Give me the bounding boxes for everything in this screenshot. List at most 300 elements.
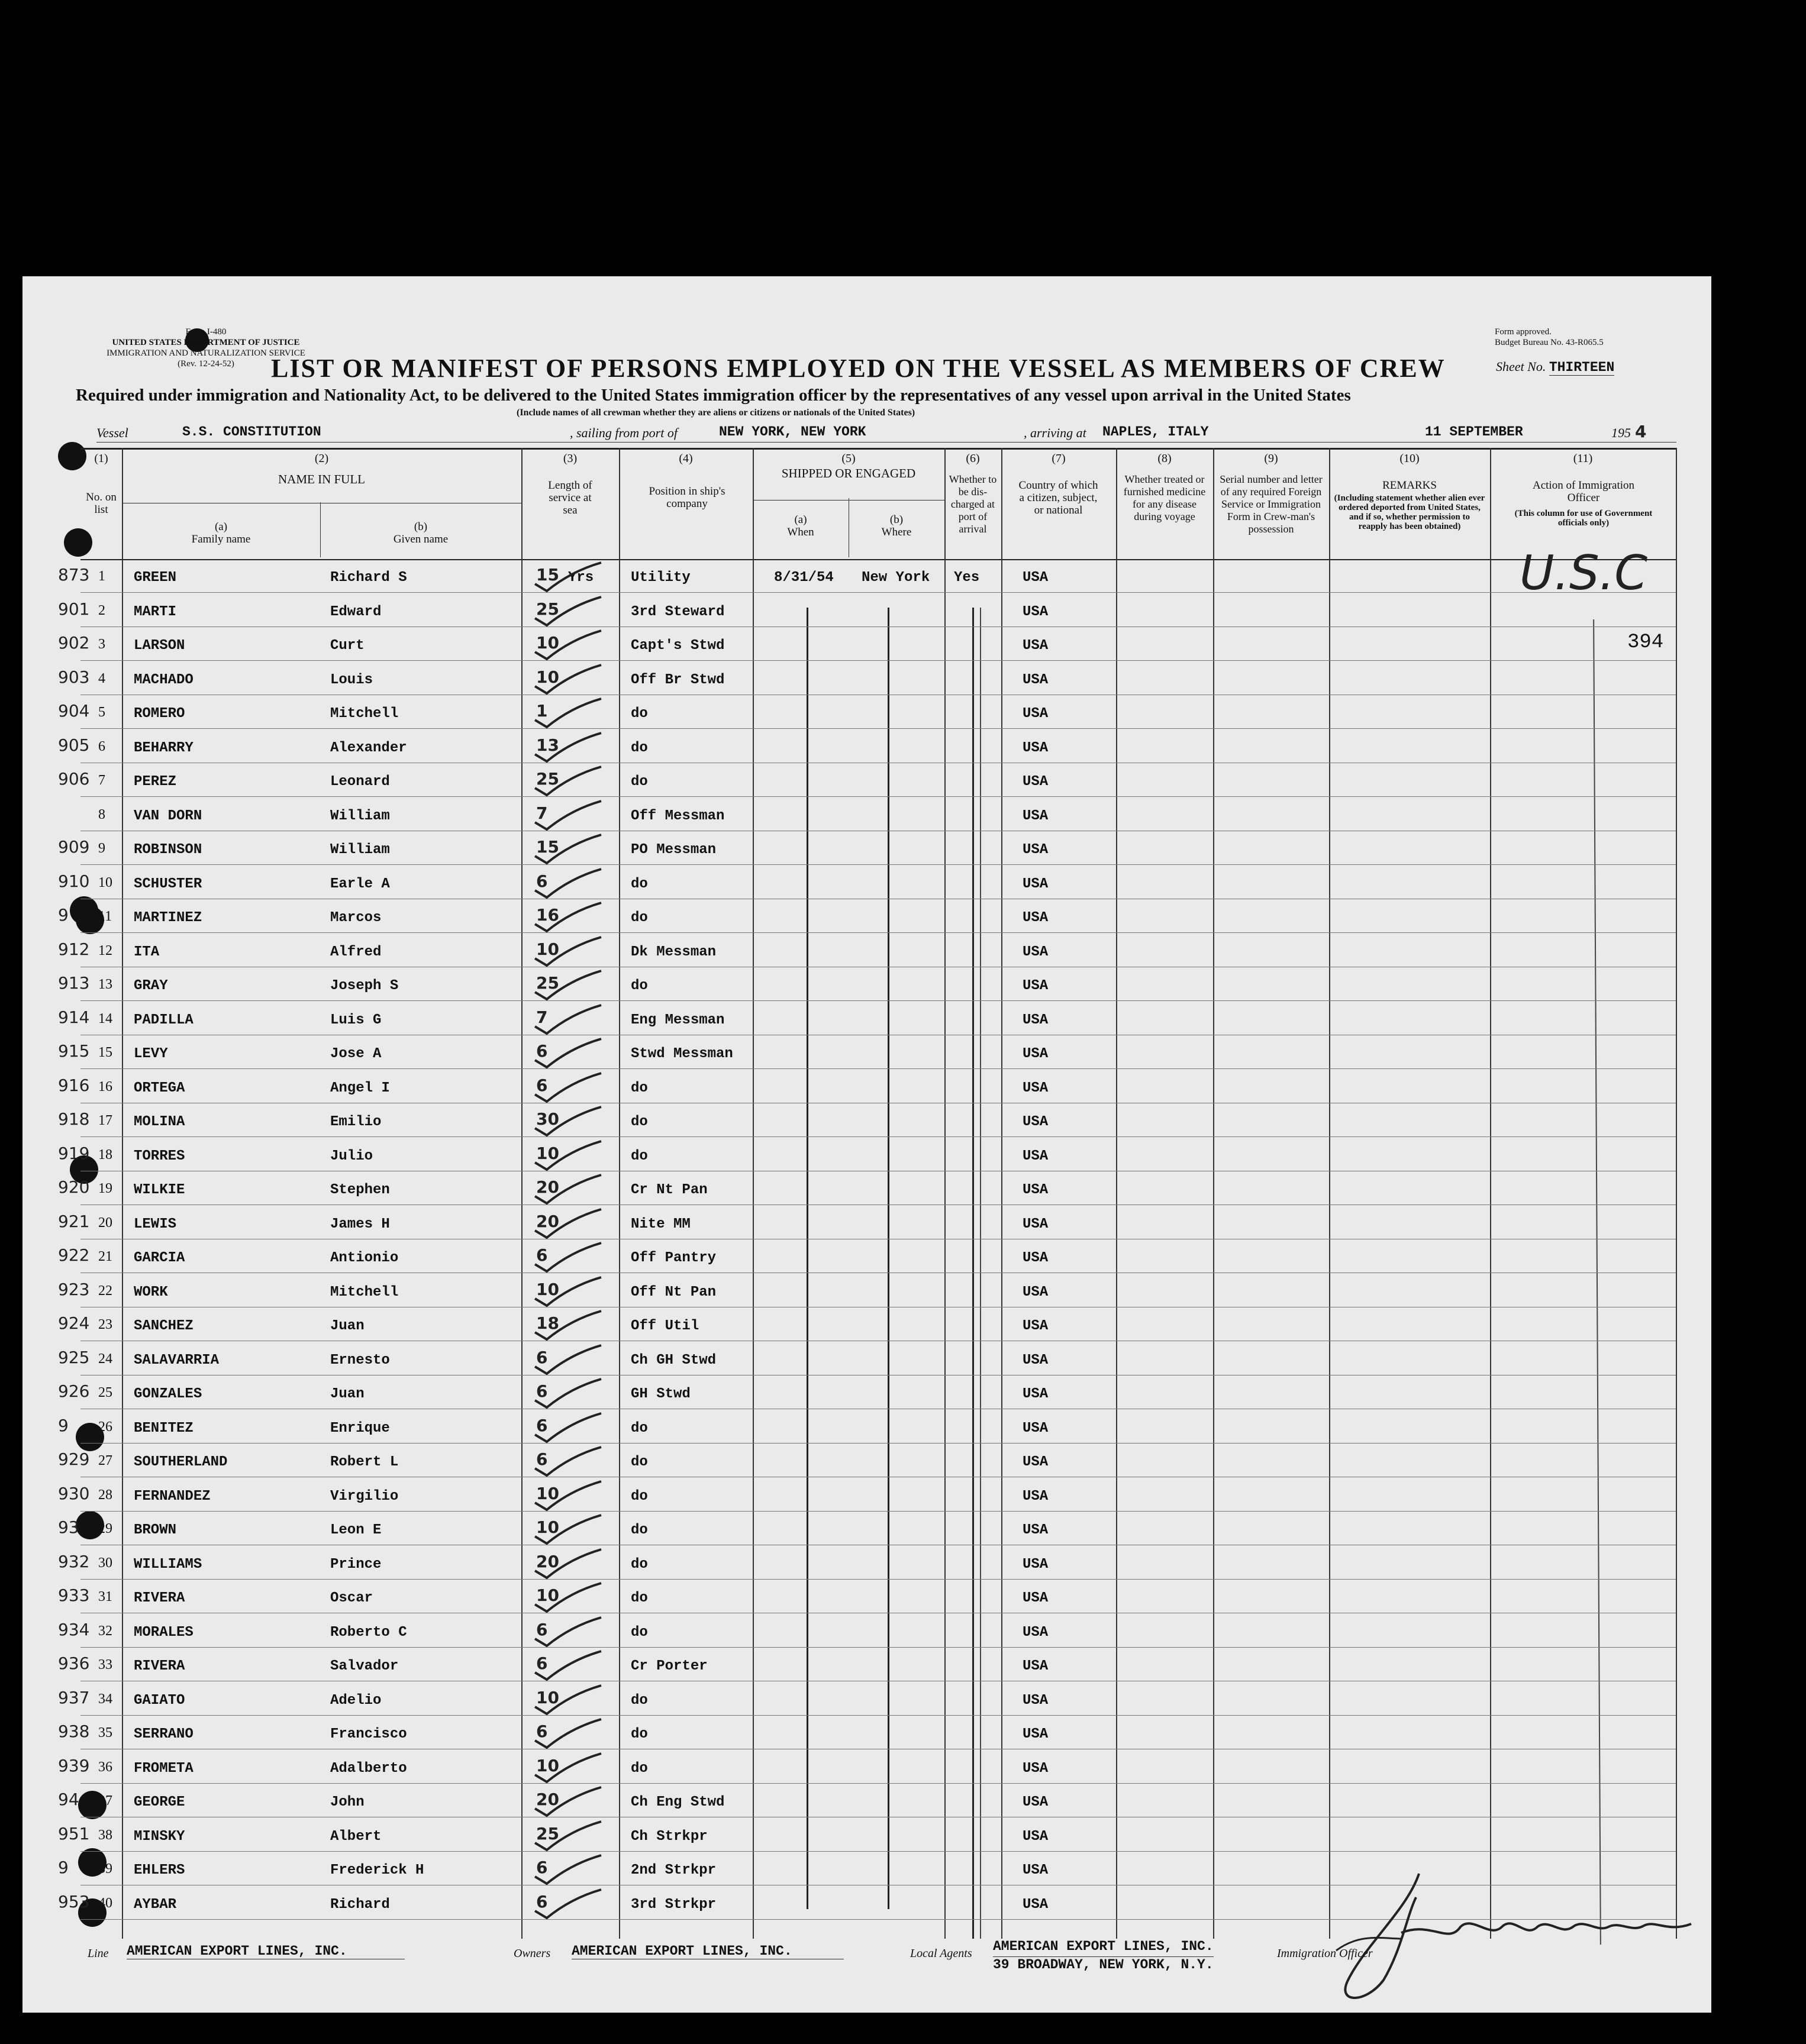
crew-ref-number: 9 xyxy=(58,1858,69,1877)
given-name: Emilio xyxy=(330,1114,382,1130)
position: Cr Porter xyxy=(631,1658,708,1674)
service-length: 10 xyxy=(536,1280,559,1299)
family-name: ITA xyxy=(134,944,160,960)
table-row xyxy=(80,1715,1676,1716)
col-length: Length of service at sea xyxy=(548,479,592,516)
crew-ref-number: 922 xyxy=(58,1245,90,1265)
given-name: Francisco xyxy=(330,1726,407,1742)
service-length: 25 xyxy=(536,1824,559,1843)
given-name: Prince xyxy=(330,1557,382,1572)
check-mark xyxy=(530,1173,607,1208)
service-name: IMMIGRATION AND NATURALIZATION SERVICE xyxy=(107,348,305,358)
crew-ref-number: 920 xyxy=(58,1177,90,1197)
family-name: LEWIS xyxy=(134,1216,177,1232)
service-length: 10 xyxy=(536,939,559,959)
country: USA xyxy=(1023,1318,1049,1334)
row-number: 24 xyxy=(98,1351,112,1367)
country: USA xyxy=(1023,1046,1049,1062)
row-count: 394 xyxy=(1627,631,1664,654)
family-name: EHLERS xyxy=(134,1862,185,1878)
check-mark xyxy=(530,1411,607,1446)
line-label: Line xyxy=(88,1947,109,1960)
row-number: 40 xyxy=(98,1896,112,1911)
row-number: 39 xyxy=(98,1861,112,1877)
service-length: 15 xyxy=(536,565,559,585)
position: Utility xyxy=(631,570,691,586)
position: do xyxy=(631,774,648,790)
service-length: 20 xyxy=(536,1177,559,1197)
position: Off Messman xyxy=(631,808,725,824)
col-position: Position in ship's company xyxy=(649,485,725,510)
col-9-number: (9) xyxy=(1264,452,1278,465)
crew-ref-number: 938 xyxy=(58,1722,90,1741)
family-name: WILLIAMS xyxy=(134,1557,202,1572)
crew-ref-number: 939 xyxy=(58,1756,90,1775)
departure-port: NEW YORK, NEW YORK xyxy=(719,424,866,440)
row-number: 22 xyxy=(98,1283,112,1299)
country: USA xyxy=(1023,774,1049,790)
family-name: SANCHEZ xyxy=(134,1318,194,1334)
service-length: 6 xyxy=(536,1892,548,1911)
row-number: 18 xyxy=(98,1147,112,1163)
col-7-number: (7) xyxy=(1052,452,1066,465)
family-name: MORALES xyxy=(134,1625,194,1641)
crew-ref-number: 912 xyxy=(58,939,90,959)
given-name: Marcos xyxy=(330,910,382,926)
col-given-name xyxy=(320,521,521,545)
position: PO Messman xyxy=(631,842,717,858)
check-mark xyxy=(530,900,607,936)
row-number: 14 xyxy=(98,1011,112,1026)
country: USA xyxy=(1023,1250,1049,1266)
row-number: 35 xyxy=(98,1725,112,1741)
check-mark xyxy=(530,799,607,834)
service-length: 6 xyxy=(536,1041,548,1061)
country: USA xyxy=(1023,570,1049,586)
shipped-where: New York xyxy=(862,570,930,586)
position: Off Util xyxy=(631,1318,699,1334)
given-name: James H xyxy=(330,1216,390,1232)
country: USA xyxy=(1023,1454,1049,1470)
table-row xyxy=(80,1851,1676,1852)
col-discharged: Whether to be dis-charged at port of arrival xyxy=(949,473,997,535)
service-length: 15 xyxy=(536,837,559,857)
check-mark xyxy=(530,968,607,1004)
country: USA xyxy=(1023,1148,1049,1164)
country: USA xyxy=(1023,1420,1049,1436)
check-mark xyxy=(530,628,607,664)
service-length: 6 xyxy=(536,1620,548,1639)
ditto-line xyxy=(1593,619,1601,1945)
row-number: 38 xyxy=(98,1827,112,1843)
family-name: VAN DORN xyxy=(134,808,202,824)
row-number: 32 xyxy=(98,1623,112,1639)
family-name: MARTI xyxy=(134,604,177,620)
check-mark xyxy=(530,1581,607,1616)
check-mark xyxy=(530,1649,607,1684)
given-name: Mitchell xyxy=(330,1284,399,1300)
family-name: PADILLA xyxy=(134,1012,194,1028)
country: USA xyxy=(1023,1590,1049,1606)
family-name: WILKIE xyxy=(134,1182,185,1198)
col-10-number: (10) xyxy=(1399,452,1420,465)
given-name: Salvador xyxy=(330,1658,399,1674)
col-no-on-list: No. on list xyxy=(86,491,117,516)
given-name: Angel I xyxy=(330,1080,390,1096)
service-length: 10 xyxy=(536,1144,559,1163)
country: USA xyxy=(1023,1658,1049,1674)
table-row xyxy=(80,864,1676,865)
given-name: Edward xyxy=(330,604,382,620)
row-number: 27 xyxy=(98,1453,112,1468)
col-divider xyxy=(320,502,321,557)
crew-ref-number: 921 xyxy=(58,1212,90,1231)
given-name: Oscar xyxy=(330,1590,373,1606)
service-length: 6 xyxy=(536,871,548,891)
given-name: Albert xyxy=(330,1829,382,1845)
given-name: Adalberto xyxy=(330,1761,407,1777)
check-mark xyxy=(530,1717,607,1752)
form-note: (Include names of all crewman whether they are aliens or citizens or nationals of the United States) xyxy=(517,408,915,418)
agents-value: AMERICAN EXPORT LINES, INC. xyxy=(993,1939,1214,1954)
service-length: 20 xyxy=(536,1552,559,1571)
sailing-label: , sailing from port of xyxy=(570,425,678,440)
position: do xyxy=(631,978,648,994)
owners-label: Owners xyxy=(514,1947,551,1960)
check-mark xyxy=(530,764,607,800)
position: do xyxy=(631,1420,648,1436)
check-mark xyxy=(530,1819,607,1855)
table-row xyxy=(80,1511,1676,1512)
service-length: 10 xyxy=(536,1484,559,1503)
crew-ref-number: 924 xyxy=(58,1313,90,1333)
line-value: AMERICAN EXPORT LINES, INC. xyxy=(127,1943,405,1959)
table-row xyxy=(80,1783,1676,1784)
row-number: 33 xyxy=(98,1657,112,1672)
position: Stwd Messman xyxy=(631,1046,733,1062)
service-length: 10 xyxy=(536,1688,559,1707)
given-name: Joseph S xyxy=(330,978,399,994)
service-length: 10 xyxy=(536,1586,559,1605)
row-number: 8 xyxy=(98,807,105,822)
given-name: Richard S xyxy=(330,570,407,586)
family-name: BENITEZ xyxy=(134,1420,194,1436)
ditto-line xyxy=(972,608,974,1939)
col-name-in-full: NAME IN FULL xyxy=(278,472,365,486)
position: 3rd Strkpr xyxy=(631,1897,717,1913)
check-mark xyxy=(530,1751,607,1787)
action-stamp: U.S.C xyxy=(1520,545,1648,600)
given-name: Curt xyxy=(330,638,365,654)
crew-ref-number: 902 xyxy=(58,633,90,653)
col-3-number: (3) xyxy=(563,452,578,465)
when-label: When xyxy=(787,526,814,538)
officer-label: Immigration Officer xyxy=(1277,1947,1373,1960)
row-number: 12 xyxy=(98,943,112,958)
ditto-line xyxy=(807,608,808,1909)
service-length: 7 xyxy=(536,803,548,823)
country: USA xyxy=(1023,978,1049,994)
col-shipped: SHIPPED OR ENGAGED xyxy=(781,466,916,480)
service-length: 16 xyxy=(536,905,559,925)
position: do xyxy=(631,1080,648,1096)
row-number: 1 xyxy=(98,569,105,584)
service-length: 6 xyxy=(536,1858,548,1877)
given-name: Earle A xyxy=(330,876,390,892)
given-name: Leonard xyxy=(330,774,390,790)
check-mark xyxy=(530,1105,607,1140)
crew-ref-number: 9 xyxy=(58,905,69,925)
check-mark xyxy=(530,1071,607,1106)
arrival-port: NAPLES, ITALY xyxy=(1102,424,1209,440)
row-number: 6 xyxy=(98,739,105,754)
crew-ref-number: 914 xyxy=(58,1008,90,1027)
crew-ref-number: 910 xyxy=(58,871,90,891)
family-name: ROMERO xyxy=(134,706,185,722)
family-name: WORK xyxy=(134,1284,168,1300)
country: USA xyxy=(1023,910,1049,926)
row-number: 31 xyxy=(98,1589,112,1604)
crew-ref-number: 9 xyxy=(58,1416,69,1435)
service-length: 10 xyxy=(536,1756,559,1775)
sheet-number: THIRTEEN xyxy=(1549,360,1615,375)
position: do xyxy=(631,706,648,722)
check-mark xyxy=(530,595,607,630)
given-b: (b) xyxy=(414,521,428,533)
row-number: 3 xyxy=(98,637,105,652)
service-length: 6 xyxy=(536,1381,548,1401)
given-name: John xyxy=(330,1794,365,1810)
position: Nite MM xyxy=(631,1216,691,1232)
col-1-number: (1) xyxy=(94,452,108,465)
position: Off Pantry xyxy=(631,1250,717,1266)
row-number: 25 xyxy=(98,1385,112,1400)
col-2-number: (2) xyxy=(314,452,329,465)
family-name: MOLINA xyxy=(134,1114,185,1130)
given-name: Jose A xyxy=(330,1046,382,1062)
position: do xyxy=(631,1590,648,1606)
family-name: SERRANO xyxy=(134,1726,194,1742)
country: USA xyxy=(1023,740,1049,756)
given-name: Juan xyxy=(330,1318,365,1334)
row-number: 20 xyxy=(98,1215,112,1231)
col-action: Action of Immigration Officer xyxy=(1532,479,1635,504)
family-name: LEVY xyxy=(134,1046,168,1062)
country: USA xyxy=(1023,1693,1049,1709)
check-mark xyxy=(530,1139,607,1174)
country: USA xyxy=(1023,1352,1049,1368)
position: 3rd Steward xyxy=(631,604,725,620)
crew-ref-number: 913 xyxy=(58,973,90,993)
country: USA xyxy=(1023,1522,1049,1538)
family-name: TORRES xyxy=(134,1148,185,1164)
sheet-number-block xyxy=(1496,359,1614,375)
position: Ch GH Stwd xyxy=(631,1352,717,1368)
check-mark xyxy=(530,1377,607,1412)
family-name: PEREZ xyxy=(134,774,177,790)
sheet-label: Sheet No. xyxy=(1496,359,1546,374)
service-length: 10 xyxy=(536,667,559,687)
crew-ref-number: 936 xyxy=(58,1654,90,1673)
country: USA xyxy=(1023,672,1049,688)
check-mark xyxy=(530,1547,607,1583)
service-length: 6 xyxy=(536,1245,548,1265)
family-name: GARCIA xyxy=(134,1250,185,1266)
table-row xyxy=(80,1136,1676,1137)
col-divider xyxy=(1676,448,1677,1939)
check-mark xyxy=(530,663,607,698)
family-name: SALAVARRIA xyxy=(134,1352,220,1368)
row-number: 26 xyxy=(98,1419,112,1435)
row-number: 13 xyxy=(98,977,112,992)
shipped-when: 8/31/54 xyxy=(774,570,834,586)
service-length: 20 xyxy=(536,1212,559,1231)
row-number: 36 xyxy=(98,1759,112,1775)
check-mark xyxy=(530,832,607,868)
family-name: BROWN xyxy=(134,1522,177,1538)
position: Capt's Stwd xyxy=(631,638,725,654)
position: GH Stwd xyxy=(631,1386,691,1402)
check-mark xyxy=(530,935,607,970)
year-prefix: 195 xyxy=(1611,425,1631,440)
position: Ch Eng Stwd xyxy=(631,1794,725,1810)
row-number: 9 xyxy=(98,841,105,856)
form-subtitle: Required under immigration and Nationality Act, to be delivered to the United States immigration officer by the representatives of any vessel upon arrival in the United States xyxy=(76,386,1351,405)
when-a: (a) xyxy=(794,514,807,526)
col-where xyxy=(849,514,944,538)
col-4-number: (4) xyxy=(679,452,693,465)
position: do xyxy=(631,1148,648,1164)
family-name: RIVERA xyxy=(134,1590,185,1606)
check-mark xyxy=(530,867,607,902)
given-name: Robert L xyxy=(330,1454,399,1470)
footer xyxy=(88,1939,1679,1992)
row-number: 11 xyxy=(98,909,112,924)
check-mark xyxy=(530,1309,607,1344)
family-name: GEORGE xyxy=(134,1794,185,1810)
position: Cr Nt Pan xyxy=(631,1182,708,1198)
col-family-name xyxy=(122,521,320,545)
country: USA xyxy=(1023,1862,1049,1878)
family-a: (a) xyxy=(214,521,228,533)
crew-ref-number: 906 xyxy=(58,769,90,789)
check-mark xyxy=(530,560,607,596)
crew-ref-number: 930 xyxy=(58,1484,90,1503)
position: do xyxy=(631,910,648,926)
form-number: Form I-480 xyxy=(185,327,227,337)
country: USA xyxy=(1023,1897,1049,1913)
given-name: Frederick H xyxy=(330,1862,424,1878)
position: Eng Messman xyxy=(631,1012,725,1028)
country: USA xyxy=(1023,842,1049,858)
position: Off Nt Pan xyxy=(631,1284,717,1300)
ditto-line xyxy=(980,608,981,1939)
crew-ref-number: 915 xyxy=(58,1041,90,1061)
given-name: Louis xyxy=(330,672,373,688)
position: do xyxy=(631,1557,648,1572)
vessel-label: Vessel xyxy=(96,425,128,440)
position: do xyxy=(631,1488,648,1504)
service-length: 18 xyxy=(536,1313,559,1333)
crew-ref-number: 953 xyxy=(58,1892,90,1911)
given-name: Alfred xyxy=(330,944,382,960)
service-length: 25 xyxy=(536,599,559,619)
service-length: 10 xyxy=(536,633,559,653)
row-number: 5 xyxy=(98,705,105,720)
given-name: Adelio xyxy=(330,1693,382,1709)
service-length: 25 xyxy=(536,769,559,789)
check-mark xyxy=(530,1343,607,1378)
crew-ref-number: 873 xyxy=(58,565,90,585)
country: USA xyxy=(1023,1012,1049,1028)
check-mark xyxy=(530,1275,607,1310)
position: do xyxy=(631,1726,648,1742)
country: USA xyxy=(1023,1488,1049,1504)
row-number: 21 xyxy=(98,1249,112,1264)
row-number: 37 xyxy=(98,1793,112,1809)
check-mark xyxy=(530,696,607,732)
service-length: 6 xyxy=(536,1722,548,1741)
crew-ref-number: 932 xyxy=(58,1552,90,1571)
given-name: Enrique xyxy=(330,1420,390,1436)
col-remarks-sub: (Including statement whether alien ever ordered deported from United States, and if so, whether permission to reapply has been obtained) xyxy=(1334,493,1485,531)
service-length: 20 xyxy=(536,1790,559,1809)
form-title: LIST OR MANIFEST OF PERSONS EMPLOYED ON THE VESSEL AS MEMBERS OF CREW xyxy=(271,354,1446,383)
family-name: AYBAR xyxy=(134,1897,177,1913)
crew-ref-number: 916 xyxy=(58,1076,90,1095)
row-number: 28 xyxy=(98,1487,112,1503)
crew-ref-number: 909 xyxy=(58,837,90,857)
crew-ref-number: 923 xyxy=(58,1280,90,1299)
position: do xyxy=(631,1522,648,1538)
col-serial: Serial number and letter of any required Foreign Service or Immigration Form in Crew-man's possession xyxy=(1220,473,1323,535)
crew-ref-number: 934 xyxy=(58,1620,90,1639)
position: Off Br Stwd xyxy=(631,672,725,688)
country: USA xyxy=(1023,1182,1049,1198)
approval-block xyxy=(1495,327,1604,348)
position: 2nd Strkpr xyxy=(631,1862,717,1878)
country: USA xyxy=(1023,1625,1049,1641)
check-mark xyxy=(530,1615,607,1651)
family-label: Family name xyxy=(191,533,251,545)
vessel-name: S.S. CONSTITUTION xyxy=(182,424,321,440)
crew-ref-number: 93 xyxy=(58,1517,79,1537)
country: USA xyxy=(1023,1761,1049,1777)
given-name: Virgilio xyxy=(330,1488,399,1504)
service-length: 7 xyxy=(536,1008,548,1027)
col-remarks: REMARKS xyxy=(1382,479,1437,492)
check-mark xyxy=(530,1683,607,1719)
row-number: 19 xyxy=(98,1181,112,1196)
service-length: 30 xyxy=(536,1109,559,1129)
row-number: 16 xyxy=(98,1079,112,1094)
table-row xyxy=(80,1647,1676,1648)
owners-value: AMERICAN EXPORT LINES, INC. xyxy=(572,1943,844,1959)
col-when xyxy=(753,514,849,538)
row-number: 2 xyxy=(98,603,105,618)
row-number: 10 xyxy=(98,875,112,890)
given-name: Juan xyxy=(330,1386,365,1402)
given-name: Richard xyxy=(330,1897,390,1913)
table-row xyxy=(80,1443,1676,1444)
country: USA xyxy=(1023,1794,1049,1810)
check-mark xyxy=(530,1785,607,1820)
family-name: GAIATO xyxy=(134,1693,185,1709)
arriving-label: , arriving at xyxy=(1024,425,1086,440)
table-row xyxy=(80,932,1676,933)
country: USA xyxy=(1023,1726,1049,1742)
family-name: MACHADO xyxy=(134,672,194,688)
